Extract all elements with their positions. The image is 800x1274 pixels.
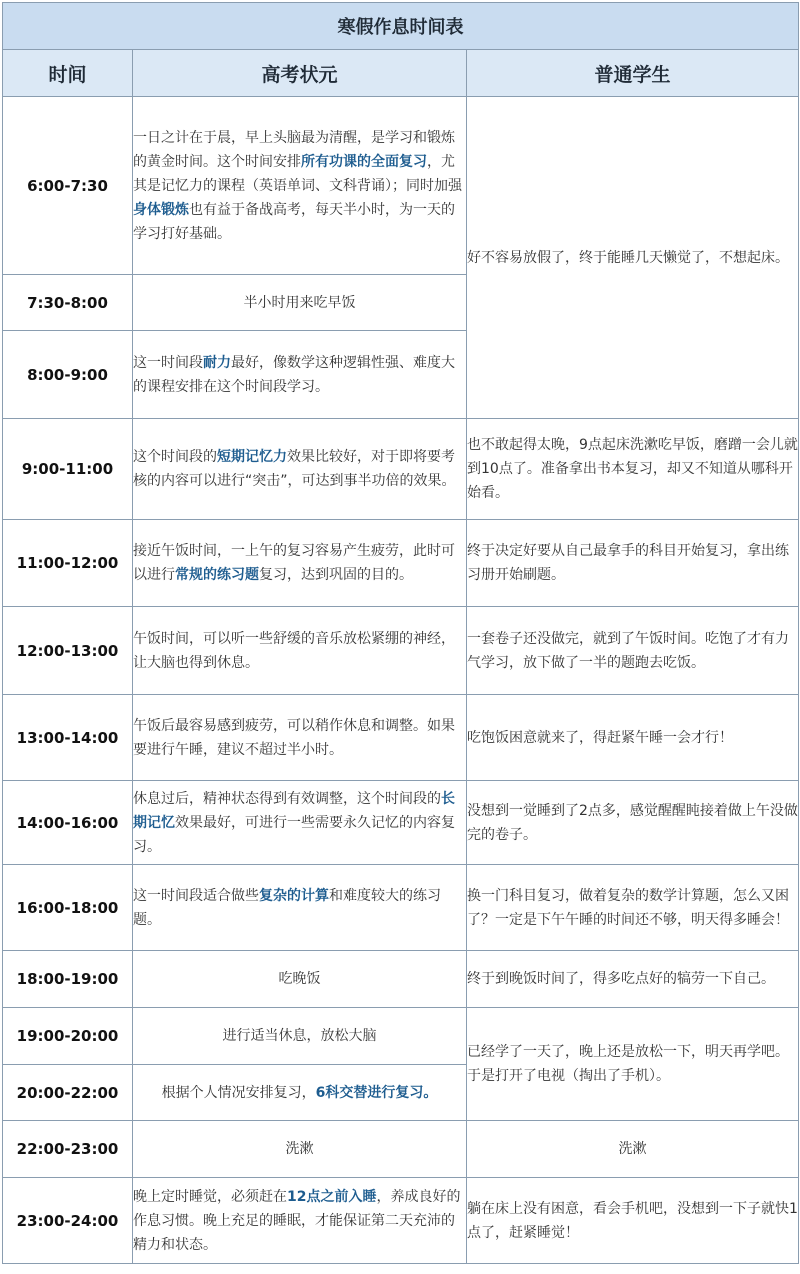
header-row	[3, 50, 799, 97]
normal-student-cell: 终于到晚饭时间了，得多吃点好的犒劳一下自己。	[467, 951, 799, 1008]
highlight-text: 12点之前入睡	[287, 1188, 377, 1205]
time-cell: 13:00-14:00	[3, 695, 133, 781]
top-student-cell: 这个时间段的短期记忆力效果比较好，对于即将要考核的内容可以进行“突击”，可达到事半功倍的效果。	[133, 419, 467, 520]
normal-student-cell: 已经学了一天了，晚上还是放松一下，明天再学吧。于是打开了电视（掏出了手机）。	[467, 1008, 799, 1121]
highlight-text: 长期记忆	[133, 790, 455, 831]
normal-student-cell: 也不敢起得太晚，9点起床洗漱吃早饭，磨蹭一会儿就到10点了。准备拿出书本复习，却又不知道从哪科开始看。	[467, 419, 799, 520]
title-row	[3, 3, 799, 50]
time-cell: 16:00-18:00	[3, 865, 133, 951]
top-student-cell: 休息过后，精神状态得到有效调整，这个时间段的长期记忆效果最好，可进行一些需要永久记忆的内容复习。	[133, 781, 467, 865]
schedule-table	[2, 2, 799, 1264]
top-student-cell: 根据个人情况安排复习，6科交替进行复习。	[133, 1065, 467, 1121]
top-student-cell: 接近午饭时间，一上午的复习容易产生疲劳，此时可以进行常规的练习题复习，达到巩固的目的。	[133, 520, 467, 607]
highlight-text: 复杂的计算	[259, 887, 329, 904]
normal-student-cell: 一套卷子还没做完，就到了午饭时间。吃饱了才有力气学习，放下做了一半的题跑去吃饭。	[467, 607, 799, 695]
header-time: 时间	[3, 50, 133, 97]
top-student-cell: 这一时间段适合做些复杂的计算和难度较大的练习题。	[133, 865, 467, 951]
top-student-cell: 午饭时间，可以听一些舒缓的音乐放松紧绷的神经，让大脑也得到休息。	[133, 607, 467, 695]
table-row	[3, 781, 799, 865]
top-student-cell: 午饭后最容易感到疲劳，可以稍作休息和调整。如果要进行午睡，建议不超过半小时。	[133, 695, 467, 781]
time-cell: 20:00-22:00	[3, 1065, 133, 1121]
highlight-text: 所有功课的全面复习	[301, 153, 427, 170]
top-student-cell: 晚上定时睡觉，必须赶在12点之前入睡，养成良好的作息习惯。晚上充足的睡眠，才能保证第二天充沛的精力和状态。	[133, 1178, 467, 1264]
normal-student-cell: 换一门科目复习，做着复杂的数学计算题，怎么又困了？一定是下午午睡的时间还不够，明天得多睡会！	[467, 865, 799, 951]
table-row	[3, 419, 799, 520]
highlight-text: 6科交替进行复习。	[315, 1084, 438, 1101]
normal-student-cell: 没想到一觉睡到了2点多，感觉醒醒盹接着做上午没做完的卷子。	[467, 781, 799, 865]
time-cell: 6:00-7:30	[3, 97, 133, 275]
top-student-cell: 吃晚饭	[133, 951, 467, 1008]
table-row	[3, 1178, 799, 1264]
table-row	[3, 97, 799, 275]
table-row	[3, 1121, 799, 1178]
highlight-text: 耐力	[203, 354, 231, 371]
highlight-text: 常规的练习题	[175, 567, 259, 583]
table-row	[3, 607, 799, 695]
top-student-cell: 洗漱	[133, 1121, 467, 1178]
time-cell: 8:00-9:00	[3, 331, 133, 419]
normal-student-cell: 洗漱	[467, 1121, 799, 1178]
time-cell: 18:00-19:00	[3, 951, 133, 1008]
normal-student-cell: 终于决定好要从自己最拿手的科目开始复习，拿出练习册开始刷题。	[467, 520, 799, 607]
table-title: 寒假作息时间表	[3, 3, 799, 50]
header-normal-student: 普通学生	[467, 50, 799, 97]
top-student-cell: 进行适当休息，放松大脑	[133, 1008, 467, 1065]
highlight-text: 身体锻炼	[133, 201, 189, 218]
top-student-cell: 半小时用来吃早饭	[133, 275, 467, 331]
time-cell: 22:00-23:00	[3, 1121, 133, 1178]
top-student-cell: 这一时间段耐力最好，像数学这种逻辑性强、难度大的课程安排在这个时间段学习。	[133, 331, 467, 419]
time-cell: 12:00-13:00	[3, 607, 133, 695]
highlight-text: 短期记忆力	[217, 449, 287, 465]
table-row	[3, 951, 799, 1008]
normal-student-cell: 躺在床上没有困意，看会手机吧，没想到一下子就快1点了，赶紧睡觉！	[467, 1178, 799, 1264]
table-row	[3, 865, 799, 951]
table-row	[3, 520, 799, 607]
time-cell: 11:00-12:00	[3, 520, 133, 607]
header-top-student: 高考状元	[133, 50, 467, 97]
time-cell: 14:00-16:00	[3, 781, 133, 865]
table-row	[3, 1008, 799, 1065]
table-row	[3, 695, 799, 781]
normal-student-cell: 好不容易放假了，终于能睡几天懒觉了，不想起床。	[467, 97, 799, 419]
top-student-cell: 一日之计在于晨，早上头脑最为清醒，是学习和锻炼的黄金时间。这个时间安排所有功课的全面复习，尤其是记忆力的课程（英语单词、文科背诵）；同时加强身体锻炼也有益于备战高考，每天半小时，为一天的学习打好基础。	[133, 97, 467, 275]
time-cell: 7:30-8:00	[3, 275, 133, 331]
time-cell: 9:00-11:00	[3, 419, 133, 520]
time-cell: 19:00-20:00	[3, 1008, 133, 1065]
normal-student-cell: 吃饱饭困意就来了，得赶紧午睡一会才行！	[467, 695, 799, 781]
time-cell: 23:00-24:00	[3, 1178, 133, 1264]
